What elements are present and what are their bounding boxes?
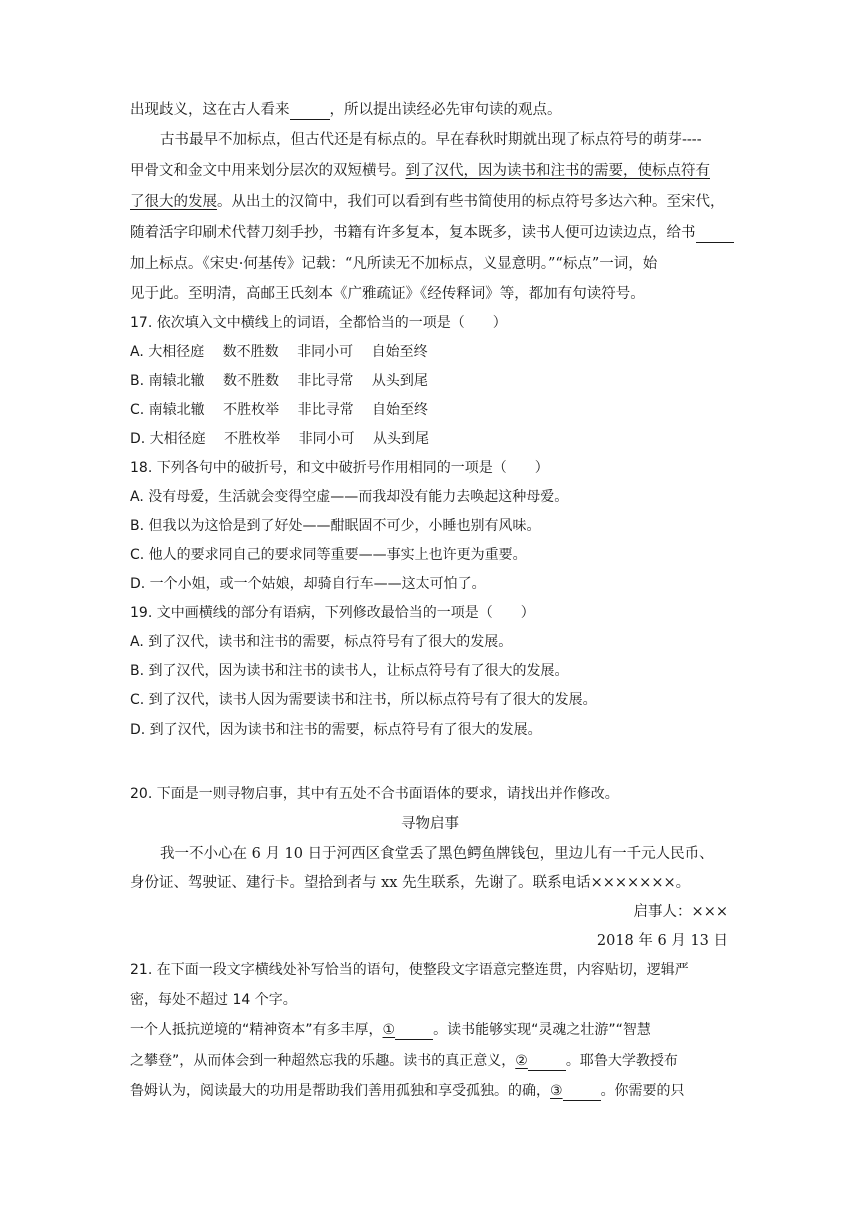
q17-option-c: C. 南辕北辙 不胜枚举 非比寻常 自始至终 bbox=[130, 402, 429, 418]
notice-title: 寻物启事 bbox=[401, 816, 459, 832]
q18-option-d: D. 一个小姐，或一个姑娘，却骑自行车——这太可怕了。 bbox=[130, 576, 486, 592]
q17-option-b: B. 南辕北辙 数不胜数 非比寻常 从头到尾 bbox=[130, 373, 428, 389]
notice-body-line: 身份证、驾驶证、建行卡。望拾到者与 xx 先生联系，先谢了。联系电话×××××××。 bbox=[130, 875, 691, 891]
q19-option-c: C. 到了汉代，读书人因为需要读书和注书，所以标点符号有了很大的发展。 bbox=[130, 692, 597, 708]
q17-option-d: D. 大相径庭 不胜枚举 非同小可 从头到尾 bbox=[130, 431, 430, 447]
passage-line: 见于此。至明清，高邮王氏刻本《广雅疏证》《经传释词》等，都加有句读符号。 bbox=[130, 286, 645, 302]
q19-option-a: A. 到了汉代，读书和注书的需要，标点符号有了很大的发展。 bbox=[130, 634, 513, 650]
notice-date: 2018 年 6 月 13 日 bbox=[596, 933, 728, 949]
notice-signer: 启事人：××× bbox=[633, 904, 728, 920]
passage-line: 加上标点。《宋史·何基传》记载：“凡所读无不加标点，义显意明。”“标点”一词，始 bbox=[130, 256, 658, 272]
notice-body-line: 我一不小心在 6 月 10 日于河西区食堂丢了黑色鳄鱼牌钱包，里边儿有一千元人民币、 bbox=[160, 846, 714, 862]
underlined-sentence: 了很大的发展 bbox=[130, 194, 217, 210]
q17-option-a: A. 大相径庭 数不胜数 非同小可 自始至终 bbox=[130, 344, 428, 360]
passage-line: 古书最早不加标点，但古代还是有标点的。早在春秋时期就出现了标点符号的萌芽---- bbox=[160, 132, 702, 148]
blank-marker-1: ① bbox=[382, 1022, 396, 1038]
passage-line: 出现歧义，这在古人看来 ，所以提出读经必先审句读的观点。 bbox=[130, 102, 562, 118]
answer-blank-3 bbox=[563, 1084, 601, 1101]
question-18-stem: 18. 下列各句中的破折号，和文中破折号作用相同的一项是（ ） bbox=[130, 460, 549, 476]
answer-blank-1 bbox=[395, 1023, 433, 1040]
passage-line: 甲骨文和金文中用来划分层次的双短横号。到了汉代，因为读书和注书的需要，使标点符有 bbox=[130, 163, 710, 179]
blank-marker-2: ② bbox=[515, 1053, 528, 1069]
question-21-stem: 21. 在下面一段文字横线处补写恰当的语句，使整段文字语意完整连贯，内容贴切，逻辑严 bbox=[130, 962, 689, 978]
q19-option-b: B. 到了汉代，因为读书和注书的读书人，让标点符号有了很大的发展。 bbox=[130, 663, 569, 679]
q18-option-b: B. 但我以为这恰是到了好处——酣眠固不可少，小睡也别有风味。 bbox=[130, 518, 541, 534]
passage-line: 随着活字印刷术代替刀刻手抄，书籍有许多复本，复本既多，读书人便可边读边点，给书 bbox=[130, 223, 734, 243]
q19-option-d: D. 到了汉代，因为读书和注书的需要，标点符号有了很大的发展。 bbox=[130, 722, 542, 738]
question-17-stem: 17. 依次填入文中横线上的词语，全都恰当的一项是（ ） bbox=[130, 315, 507, 331]
question-19-stem: 19. 文中画横线的部分有语病，下列修改最恰当的一项是（ ） bbox=[130, 605, 535, 621]
underlined-sentence: 到了汉代，因为读书和注书的需要，使标点符有 bbox=[405, 163, 710, 179]
answer-blank bbox=[696, 226, 734, 243]
question-20-stem: 20. 下面是一则寻物启事，其中有五处不合书面语体的要求，请找出并作修改。 bbox=[130, 786, 619, 802]
q21-text-line: 鲁姆认为，阅读最大的功用是帮助我们善用孤独和享受孤独。的确，③ 。你需要的只 bbox=[130, 1083, 685, 1099]
q18-option-a: A. 没有母爱，生活就会变得空虚——而我却没有能力去唤起这种母爱。 bbox=[130, 489, 569, 505]
answer-blank bbox=[290, 103, 330, 120]
q21-text-line: 之攀登”，从而体会到一种超然忘我的乐趣。读书的真正意义，② 。耶鲁大学教授布 bbox=[130, 1053, 678, 1069]
question-21-stem: 密，每处不超过 14 个字。 bbox=[130, 992, 297, 1008]
passage-line: 了很大的发展。从出土的汉简中，我们可以看到有些书简使用的标点符号多达六种。至宋代， bbox=[130, 194, 725, 210]
q21-text-line: 一个人抵抗逆境的“精神资本”有多丰厚，① 。读书能够实现“灵魂之壮游”“智慧 bbox=[130, 1022, 651, 1038]
answer-blank-2 bbox=[528, 1054, 566, 1071]
blank-marker-3: ③ bbox=[550, 1083, 563, 1099]
q18-option-c: C. 他人的要求同自己的要求同等重要——事实上也许更为重要。 bbox=[130, 547, 527, 563]
